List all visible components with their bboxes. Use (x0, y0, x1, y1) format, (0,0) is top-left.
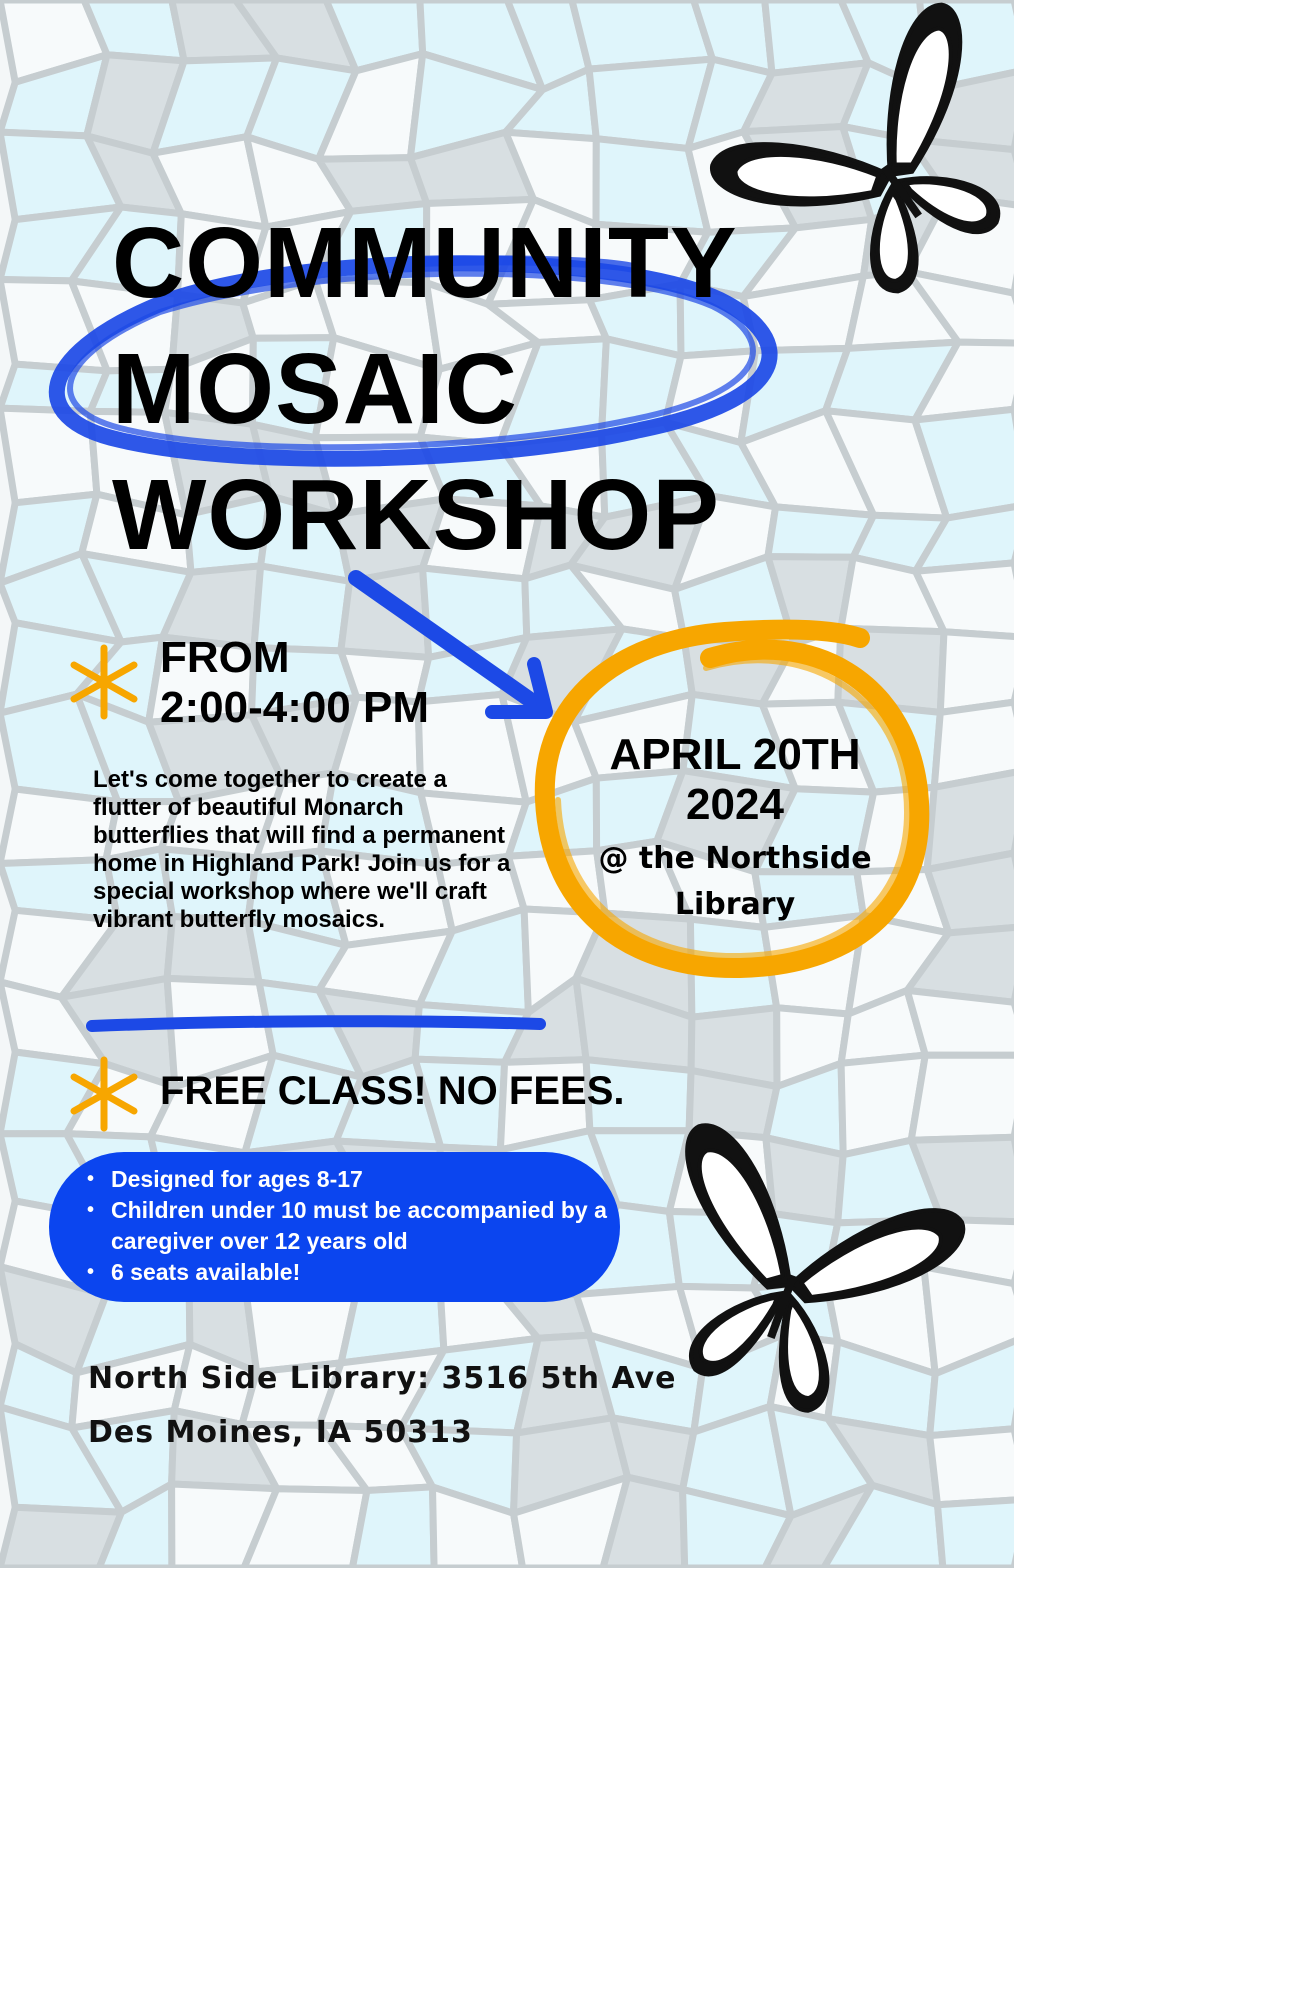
title-line-3: WORKSHOP (112, 459, 720, 571)
details-list (49, 1152, 620, 1288)
time-from-label: FROM (160, 633, 290, 682)
detail-item: • 6 seats available! (111, 1257, 620, 1288)
detail-item: • Designed for ages 8-17 (111, 1164, 620, 1195)
detail-item: • Children under 10 must be accompanied by a caregiver over 12 years old (111, 1195, 620, 1257)
event-date-day: APRIL 20TH (609, 730, 861, 779)
details-pill (49, 1152, 620, 1302)
title-line-2: MOSAIC (112, 333, 518, 445)
event-location (560, 836, 910, 928)
blue-brush-underline (92, 1021, 540, 1026)
workshop-title (112, 200, 738, 578)
address-line-1: North Side Library: 3516 5th Ave (88, 1361, 677, 1396)
event-time (160, 633, 429, 733)
event-date-year: 2024 (686, 780, 784, 829)
event-date-location (560, 730, 910, 928)
orange-star-icon (74, 648, 134, 716)
time-range: 2:00-4:00 PM (160, 683, 430, 732)
event-location-line-1: @ the Northside (598, 841, 872, 876)
event-description: Let's come together to create a flutter of beautiful Monarch butterflies that will find a permanent home in Highland Park! Join us for a special workshop where we'll craft vibrant butterfly mosaics. (93, 766, 511, 933)
orange-star-icon-2 (74, 1060, 134, 1128)
free-class-heading: FREE CLASS! NO FEES. (160, 1069, 625, 1113)
library-address (88, 1352, 677, 1460)
title-line-1: COMMUNITY (112, 207, 738, 319)
address-line-2: Des Moines, IA 50313 (88, 1415, 473, 1450)
event-location-line-2: Library (674, 887, 796, 922)
monarch-butterfly-icon (706, 0, 1014, 341)
